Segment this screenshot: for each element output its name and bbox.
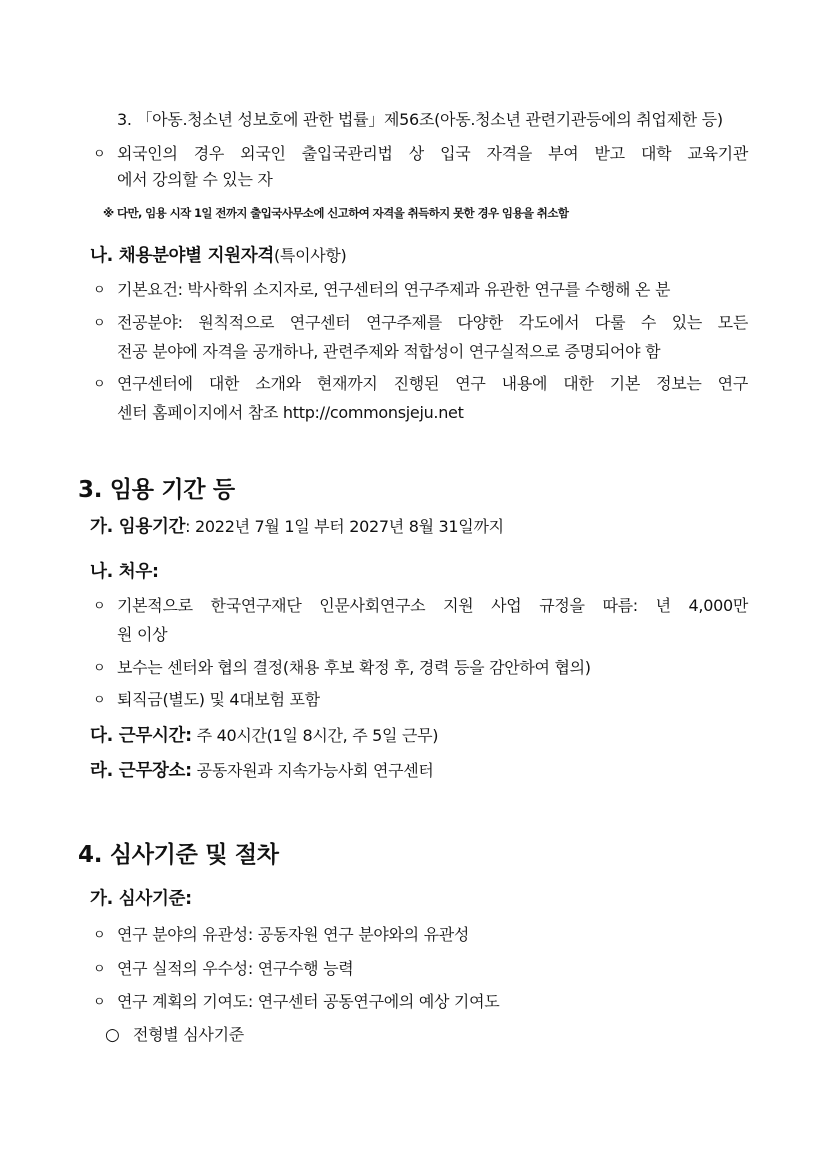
- section-3-title: 3. 임용 기간 등: [78, 477, 235, 503]
- qual-item-3-line2: 센터 홈페이지에서 참조 http://commonsjeju.net: [117, 403, 464, 422]
- bullet-icon: ㅇ: [93, 147, 106, 162]
- qual-item-2-line2: 전공 분야에 자격을 공개하나, 관련주제와 적합성이 연구실적으로 증명되어야 함: [117, 342, 661, 361]
- foreigner-line2: 에서 강의할 수 있는 자: [117, 170, 273, 189]
- pay-item-2: 보수는 센터와 협의 결정(채용 후보 확정 후, 경력 등을 감안하여 협의): [117, 658, 591, 677]
- bullet-icon: ㅇ: [93, 316, 106, 331]
- bullet-icon: ㅇ: [93, 599, 106, 614]
- screening-criteria-item: 전형별 심사기준: [133, 1025, 244, 1044]
- law-item: 3. 「아동.청소년 성보호에 관한 법률」제56조(아동.청소년 관련기관등에의 취업제한 등): [117, 110, 723, 129]
- foreigner-line1: 외국인의 경우 외국인 출입국관리법 상 입국 자격을 부여 받고 대학 교육기관: [117, 144, 748, 163]
- pay-item-3: 퇴직금(별도) 및 4대보험 포함: [117, 690, 320, 709]
- bullet-icon: ㅇ: [93, 377, 106, 392]
- qual-item-2-line1: 전공분야: 원칙적으로 연구센터 연구주제를 다양한 각도에서 다룰 수 있는 모든: [117, 313, 748, 332]
- bullet-icon: ㅇ: [93, 962, 106, 977]
- qualification-heading: 나. 채용분야별 지원자격(특이사항): [90, 246, 347, 266]
- hours-row: 다. 근무시간: 주 40시간(1일 8시간, 주 5일 근무): [90, 726, 439, 746]
- bullet-icon: ㅇ: [93, 693, 106, 708]
- bullet-icon: ㅇ: [93, 928, 106, 943]
- criteria-heading: 가. 심사기준:: [90, 889, 192, 909]
- circle-icon: ○: [105, 1025, 120, 1045]
- pay-item-1-line2: 원 이상: [117, 625, 168, 644]
- bullet-icon: ㅇ: [93, 661, 106, 676]
- pay-heading: 나. 처우:: [90, 562, 159, 582]
- criteria-item-3: 연구 계획의 기여도: 연구센터 공동연구에의 예상 기여도: [117, 992, 500, 1011]
- note: ※ 다만, 임용 시작 1일 전까지 출입국사무소에 신고하여 자격을 취득하지 못한 경우 임용을 취소함: [103, 206, 569, 220]
- period-row: 가. 임용기간: 2022년 7월 1일 부터 2027년 8월 31일까지: [90, 517, 504, 537]
- section-4-title: 4. 심사기준 및 절차: [78, 842, 279, 868]
- bullet-icon: ㅇ: [93, 283, 106, 298]
- place-row: 라. 근무장소: 공동자원과 지속가능사회 연구센터: [90, 761, 434, 781]
- pay-item-1-line1: 기본적으로 한국연구재단 인문사회연구소 지원 사업 규정을 따름: 년 4,000만: [117, 596, 748, 615]
- criteria-item-1: 연구 분야의 유관성: 공동자원 연구 분야와의 유관성: [117, 925, 470, 944]
- bullet-icon: ㅇ: [93, 995, 106, 1010]
- qual-item-1: 기본요건: 박사학위 소지자로, 연구센터의 연구주제과 유관한 연구를 수행해 온 분: [117, 280, 671, 299]
- criteria-item-2: 연구 실적의 우수성: 연구수행 능력: [117, 959, 354, 978]
- qual-item-3-line1: 연구센터에 대한 소개와 현재까지 진행된 연구 내용에 대한 기본 정보는 연구: [117, 374, 748, 393]
